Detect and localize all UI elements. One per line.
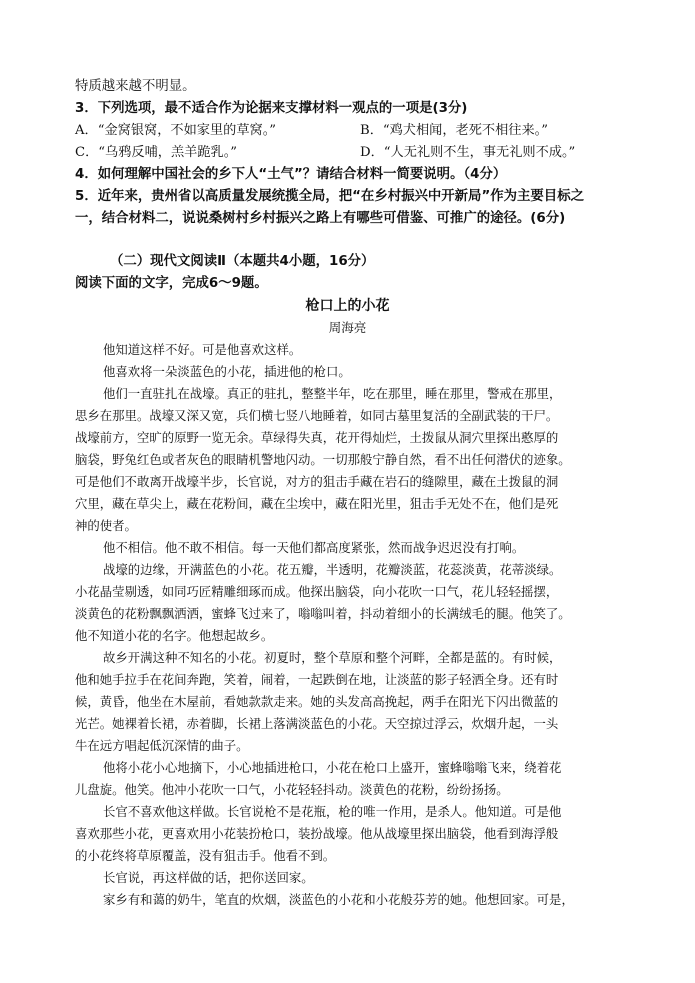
passage-line: 故乡开满这种不知名的小花。初夏时，整个草原和整个河畔，全都是蓝的。有时候， bbox=[103, 650, 562, 665]
passage-line: 小花晶莹剔透，如同巧匠精雕细琢而成。他探出脑袋，向小花吹一口气，花儿轻轻摇摆， bbox=[75, 584, 559, 599]
passage-line: 家乡有和蔼的奶牛，笔直的炊烟，淡蓝色的小花和小花般芬芳的她。他想回家。可是， bbox=[103, 892, 574, 907]
section-heading: （二）现代文阅读Ⅱ（本题共4小题，16分） bbox=[110, 254, 375, 269]
passage-line: 神的使者。 bbox=[75, 518, 137, 533]
question-4: 4．如何理解中国社会的乡下人“土气”？请结合材料一简要说明。（4分） bbox=[75, 167, 507, 182]
option-b: B．“鸡犬相闻，老死不相往来。” bbox=[360, 123, 549, 138]
passage-line: 可是他们不敢离开战壕半步，长官说，对方的狙击手藏在岩石的缝隙里，藏在土拨鼠的洞 bbox=[75, 474, 559, 489]
passage-line: 淡黄色的花粉飘飘洒洒，蜜蜂飞过来了，嗡嗡叫着，抖动着细小的长满绒毛的腿。他笑了。 bbox=[75, 606, 571, 621]
question-3: 3．下列选项，最不适合作为论据来支撑材料一观点的一项是(3分) bbox=[75, 101, 468, 116]
question-5-line-1: 5．近年来，贵州省以高质量发展统揽全局，把“在乡村振兴中开新局”作为主要目标之 bbox=[75, 189, 584, 204]
passage-line: 他喜欢将一朵淡蓝色的小花，插进他的枪口。 bbox=[103, 364, 351, 379]
passage-line: 儿盘旋。他笑。他冲小花吹一口气，小花轻轻抖动。淡黄色的花粉，纷纷扬扬。 bbox=[75, 782, 509, 797]
option-c: C．“乌鸦反哺，羔羊跪乳。” bbox=[75, 145, 238, 160]
passage-line: 他们一直驻扎在战壕。真正的驻扎，整整半年，吃在那里，睡在那里，警戒在那里， bbox=[103, 386, 562, 401]
passage-line: 思乡在那里。战壕又深又宽，兵们横七竖八地睡着，如同古墓里复活的全副武装的干尸。 bbox=[75, 408, 559, 423]
passage-line: 的小花终将草原覆盖，没有狙击手。他看不到。 bbox=[75, 848, 336, 863]
passage-line: 光芒。她裸着长裙，赤着脚，长裙上落满淡蓝色的小花。天空掠过浮云，炊烟升起，一头 bbox=[75, 716, 559, 731]
passage-author: 周海亮 bbox=[328, 320, 367, 335]
passage-line: 他不相信。他不敢不相信。每一天他们都高度紧张，然而战争迟迟没有打响。 bbox=[103, 540, 525, 555]
passage-line: 他知道这样不好。可是他喜欢这样。 bbox=[103, 342, 302, 357]
option-d: D．“人无礼则不生，事无礼则不成。” bbox=[360, 145, 576, 160]
passage-line: 脑袋，野兔红色或者灰色的眼睛机警地闪动。一切那般宁静自然，看不出任何潜伏的迹象。 bbox=[75, 452, 571, 467]
passage-title: 枪口上的小花 bbox=[305, 298, 390, 314]
passage-line: 他将小花小心地摘下，小心地插进枪口，小花在枪口上盛开，蜜蜂嗡嗡飞来，绕着花 bbox=[103, 760, 562, 775]
passage-line: 牛在远方唱起低沉深情的曲子。 bbox=[75, 738, 249, 753]
passage-line: 战壕前方，空旷的原野一览无余。草绿得失真，花开得灿烂，土拨鼠从洞穴里探出憨厚的 bbox=[75, 430, 559, 445]
option-a: A．“金窝银窝，不如家里的草窝。” bbox=[75, 123, 277, 138]
passage-line: 长官不喜欢他这样做。长官说枪不是花瓶，枪的唯一作用，是杀人。他知道。可是他 bbox=[103, 804, 562, 819]
carryover-line: 特质越来越不明显。 bbox=[75, 79, 196, 94]
question-5-line-2: 一，结合材料二，说说桑树村乡村振兴之路上有哪些可借鉴、可推广的途径。(6分) bbox=[75, 211, 566, 226]
passage-line: 他不知道小花的名字。他想起故乡。 bbox=[75, 628, 274, 643]
passage-line: 长官说，再这样做的话，把你送回家。 bbox=[103, 870, 314, 885]
passage-line: 他和她手拉手在花间奔跑，笑着，闹着，一起跌倒在地，让淡蓝的影子轻洒全身。还有时 bbox=[75, 672, 559, 687]
passage-line: 战壕的边缘，开满蓝色的小花。花五瓣，半透明，花瓣淡蓝，花蕊淡黄，花蒂淡绿。 bbox=[103, 562, 562, 577]
reading-instruction: 阅读下面的文字，完成6～9题。 bbox=[75, 276, 268, 291]
passage-line: 候，黄昏，他坐在木屋前，看她款款走来。她的头发高高挽起，两手在阳光下闪出微蓝的 bbox=[75, 694, 559, 709]
passage-line: 穴里，藏在草尖上，藏在花粉间，藏在尘埃中，藏在阳光里，狙击手无处不在，他们是死 bbox=[75, 496, 559, 511]
passage-line: 喜欢那些小花，更喜欢用小花装扮枪口，装扮战壕。他从战壕里探出脑袋，他看到海浮般 bbox=[75, 826, 559, 841]
